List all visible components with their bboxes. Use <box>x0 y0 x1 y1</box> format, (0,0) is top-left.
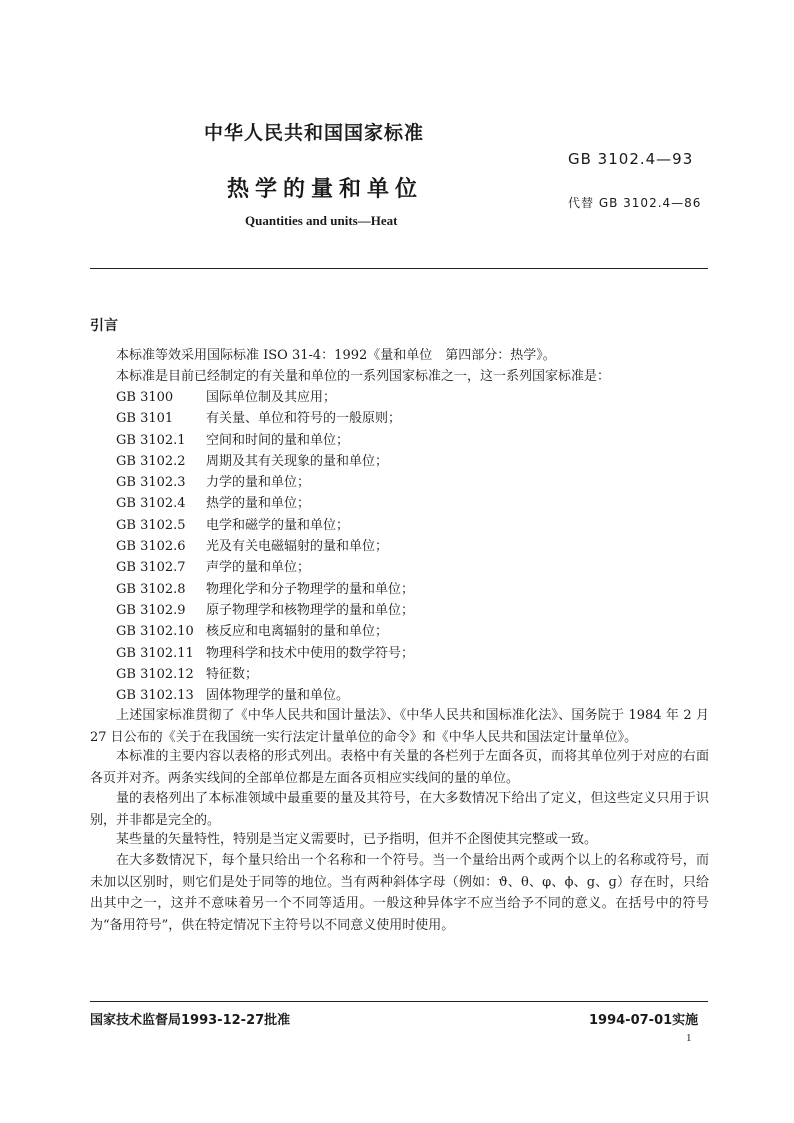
list-item <box>116 515 414 536</box>
list-item <box>116 472 414 493</box>
standard-code: GB 3101 <box>116 411 174 427</box>
list-item <box>116 536 414 557</box>
intro-paragraph-3: 上述国家标准贯彻了《中华人民共和国计量法》、《中华人民共和国标准化法》、国务院于 1984 年 2 月 27 日公布的《关于在我国统一实行法定计量单位的命令》和《中华人民共和国法定计量单位》。 <box>90 708 709 745</box>
list-item <box>116 493 414 514</box>
document-title-en: Quantities and units—Heat <box>245 213 398 228</box>
standard-name: 力学的量和单位； <box>206 475 311 491</box>
list-item <box>116 579 414 600</box>
standard-code: GB 3102.8 <box>116 581 186 597</box>
intro-paragraph-1: 本标准等效采用国际标准 ISO 31-4：1992《量和单位 第四部分：热学》。 <box>116 348 556 363</box>
standard-code: GB 3102.7 <box>116 560 186 576</box>
standard-code: GB 3102.3 <box>116 475 186 491</box>
list-item <box>116 451 414 472</box>
standard-code: GB 3102.9 <box>116 602 186 618</box>
standard-name: 周期及其有关现象的量和单位； <box>206 453 389 469</box>
standard-code: GB 3102.10 <box>116 624 194 640</box>
list-item <box>116 643 414 664</box>
national-standard-header: 中华人民共和国国家标准 <box>204 122 425 144</box>
intro-paragraph-6: 某些量的矢量特性，特别是当定义需要时，已予指明，但并不企图使其完整或一致。 <box>116 832 598 847</box>
standard-name: 国际单位制及其应用； <box>206 390 337 405</box>
standard-name: 固体物理学的量和单位。 <box>206 688 350 704</box>
standard-code: GB 3102.11 <box>116 645 194 661</box>
page-number: 1 <box>686 1032 692 1044</box>
standard-code: GB 3102.6 <box>116 539 186 555</box>
document-title-cn: 热学的量和单位 <box>227 177 424 202</box>
header-divider <box>90 268 708 269</box>
list-item <box>116 685 414 706</box>
intro-paragraph-5: 量的表格列出了本标准领域中最重要的量及其符号，在大多数情况下给出了定义，但这些定义只用于识别，并非都是完全的。 <box>90 791 709 828</box>
replaces-standard: 代替 GB 3102.4—86 <box>568 196 702 210</box>
list-item <box>116 557 414 578</box>
list-item <box>116 430 414 451</box>
list-item <box>116 387 414 408</box>
list-item <box>116 621 414 642</box>
standard-code: GB 3102.5 <box>116 517 186 533</box>
standard-name: 有关量、单位和符号的一般原则； <box>206 411 402 427</box>
standard-name: 热学的量和单位； <box>206 496 311 512</box>
standard-code: GB 3102.2 <box>116 453 186 469</box>
standard-name: 原子物理学和核物理学的量和单位； <box>206 602 415 618</box>
standard-code: GB 3100 <box>116 390 174 405</box>
standard-name: 声学的量和单位； <box>206 560 311 576</box>
intro-paragraph-2: 本标准是目前已经制定的有关量和单位的一系列国家标准之一，这一系列国家标准是： <box>116 369 611 384</box>
standard-name: 空间和时间的量和单位； <box>206 432 350 448</box>
list-item <box>116 600 414 621</box>
section-heading-introduction: 引言 <box>90 318 118 334</box>
footer-divider <box>90 1001 708 1002</box>
standard-name: 电学和磁学的量和单位； <box>206 517 350 533</box>
intro-paragraph-7: 在大多数情况下，每个量只给出一个名称和一个符号。当一个量给出两个或两个以上的名称或符号，而未加以区别时，则它们是处于同等的地位。当有两种斜体字母（例如：ϑ、θ、φ、ϕ、g、ɡ）存在时，只给出其中之一，这并不意味着另一个不同等适用。一般这种异体字不应当给予不同的意义。在括号中的符号为“备用符号”，供在特定情况下主符号以不同意义使用时使用。 <box>90 853 709 933</box>
standard-name: 特征数； <box>206 666 259 682</box>
list-item <box>116 664 414 685</box>
standard-code: GB 3102.12 <box>116 666 194 682</box>
standard-code: GB 3102.4 <box>116 496 186 512</box>
list-item <box>116 408 414 429</box>
approval-issuer: 国家技术监督局1993-12-27批准 <box>90 1013 291 1028</box>
standard-number: GB 3102.4—93 <box>568 150 694 168</box>
standard-code: GB 3102.1 <box>116 432 186 448</box>
standard-name: 物理化学和分子物理学的量和单位； <box>206 581 415 597</box>
standards-list <box>116 387 414 706</box>
standard-name: 核反应和电离辐射的量和单位； <box>206 624 389 640</box>
standard-name: 光及有关电磁辐射的量和单位； <box>206 539 389 555</box>
standard-code: GB 3102.13 <box>116 688 194 704</box>
intro-paragraph-4: 本标准的主要内容以表格的形式列出。表格中有关量的各栏列于左面各页，而将其单位列于对应的右面各页并对齐。两条实线间的全部单位都是左面各页相应实线间的量的单位。 <box>90 749 709 786</box>
implementation-date: 1994-07-01实施 <box>589 1013 699 1028</box>
standard-name: 物理科学和技术中使用的数学符号； <box>206 645 415 661</box>
